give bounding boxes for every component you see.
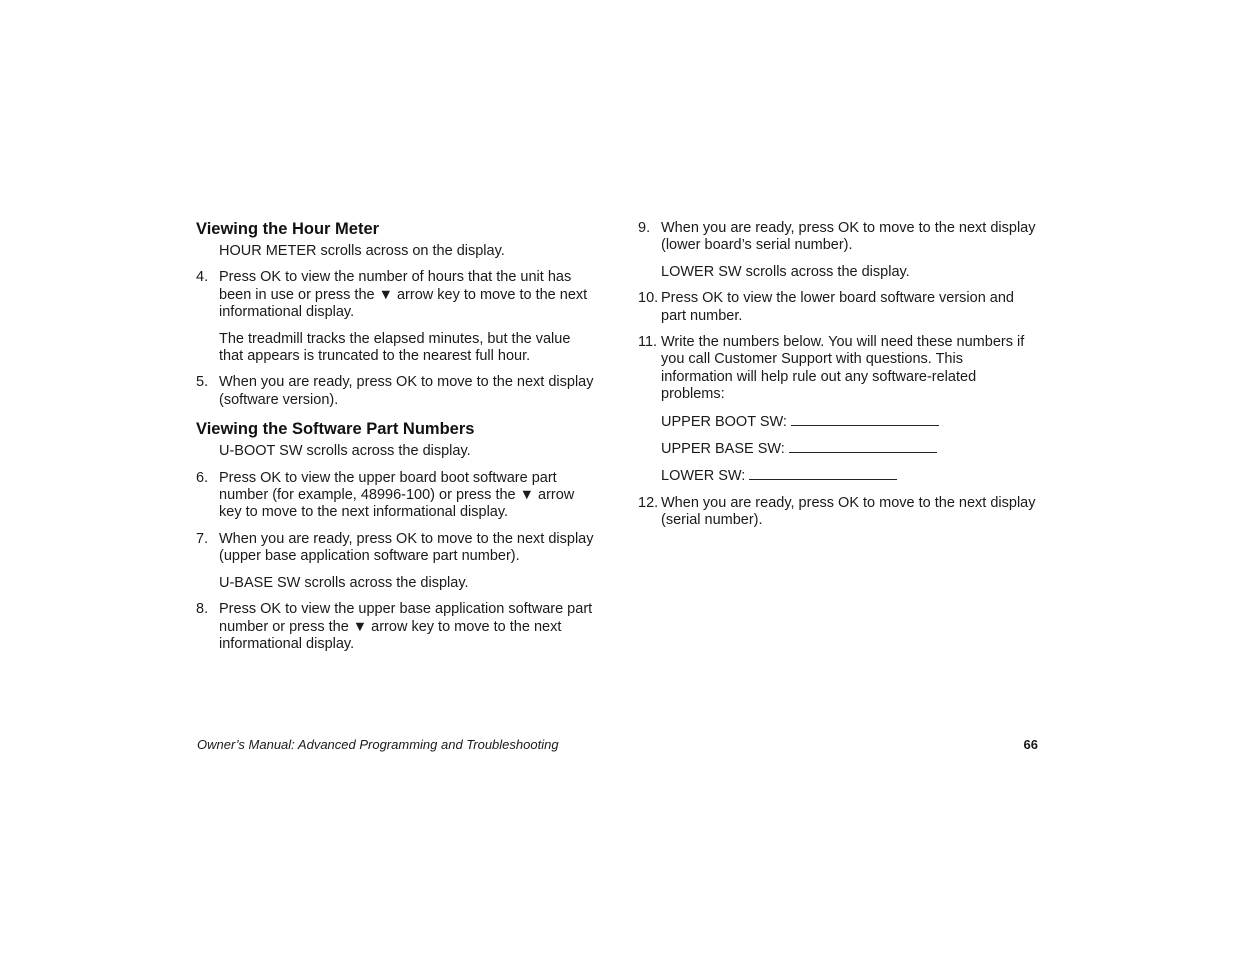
list-item-11	[638, 334, 1038, 404]
field-label: UPPER BOOT SW:	[661, 413, 787, 430]
list-item-7	[196, 531, 596, 566]
list-text: Press OK to view the lower board software version and part number.	[661, 290, 1014, 324]
list-item-8	[196, 601, 596, 653]
list-text: Press OK to view the upper board boot software part number (for example, 48996-100) or press the ▼ arrow key to move to the next informational display.	[219, 469, 575, 521]
list-item-12	[638, 495, 1038, 530]
list-text: Write the numbers below. You will need these numbers if you call Customer Support with questions. This information will help rule out any software-related problems:	[661, 334, 1025, 403]
list-text: When you are ready, press OK to move to the next display (software version).	[219, 374, 594, 408]
list-text: When you are ready, press OK to move to the next display (lower board’s serial number).	[661, 220, 1036, 254]
list-item-9	[638, 220, 1038, 255]
heading-hour-meter: Viewing the Hour Meter	[196, 220, 380, 238]
fill-in-blank	[789, 440, 937, 453]
paragraph-uboot: U-BOOT SW scrolls across the display.	[219, 443, 471, 460]
list-number: 10.	[638, 290, 659, 307]
list-item-6	[196, 470, 596, 522]
list-number: 12.	[638, 494, 659, 511]
list-number: 4.	[196, 269, 209, 286]
left-column	[196, 218, 596, 653]
list-text: Press OK to view the number of hours that the unit has been in use or press the ▼ arrow key to move to the next informational display.	[219, 269, 588, 321]
list-item-4	[196, 269, 596, 321]
field-upper-boot-sw	[638, 413, 1038, 431]
list-item-5	[196, 374, 596, 409]
list-number: 11.	[638, 334, 658, 351]
field-upper-base-sw	[638, 440, 1038, 458]
list-number: 8.	[196, 601, 209, 618]
list-number: 5.	[196, 374, 209, 391]
field-label: UPPER BASE SW:	[661, 441, 785, 458]
list-number: 6.	[196, 469, 209, 486]
list-text: When you are ready, press OK to move to the next display (serial number).	[661, 494, 1036, 529]
list-number: 9.	[638, 220, 651, 236]
list-item-10	[638, 290, 1038, 325]
field-label: LOWER SW:	[661, 468, 746, 485]
list-text: When you are ready, press OK to move to the next display (upper base application software part number).	[219, 530, 594, 565]
footer-title: Owner’s Manual: Advanced Programming and Troubleshooting	[197, 737, 559, 752]
fill-in-blank	[749, 467, 897, 480]
paragraph-hour-meter: HOUR METER scrolls across on the display.	[219, 243, 505, 259]
paragraph-ubase: U-BASE SW scrolls across the display.	[219, 574, 469, 591]
heading-software-part-numbers: Viewing the Software Part Numbers	[196, 420, 475, 439]
list-number: 7.	[196, 530, 209, 547]
paragraph-truncated-note: The treadmill tracks the elapsed minutes, but the value that appears is truncated to the nearest full hour.	[219, 330, 571, 365]
list-text: Press OK to view the upper base application software part number or press the ▼ arrow key to move to the next informational display.	[219, 601, 593, 652]
page-number: 66	[1023, 737, 1038, 752]
right-column	[638, 218, 1038, 530]
fill-in-blank	[791, 413, 939, 426]
field-lower-sw	[638, 467, 1038, 485]
paragraph-lower-sw: LOWER SW scrolls across the display.	[661, 263, 910, 280]
